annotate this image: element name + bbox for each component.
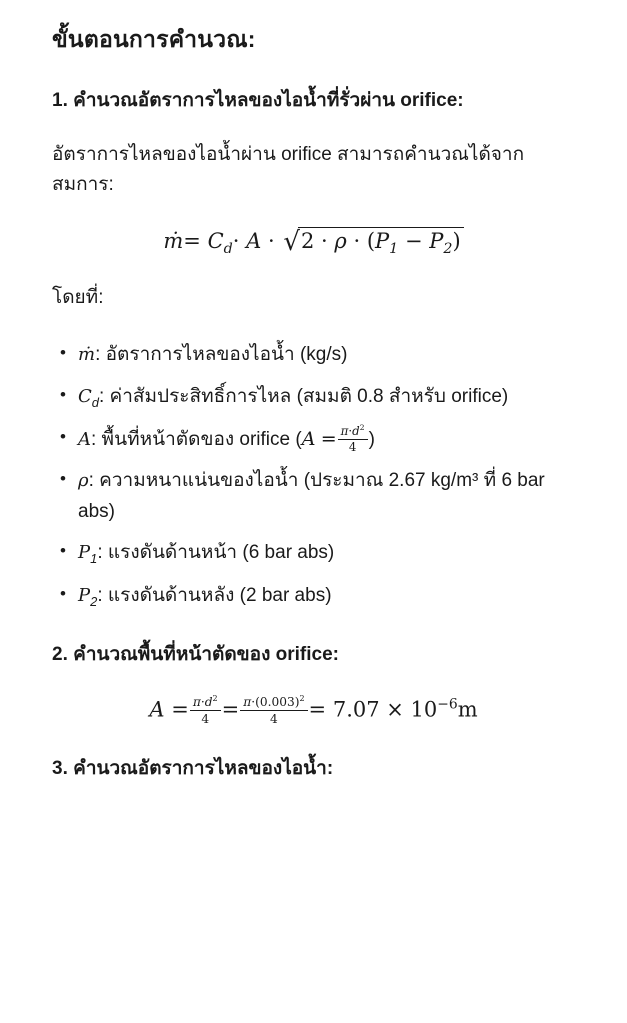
equals-sign: = bbox=[183, 229, 201, 254]
exponent-two: 2 bbox=[212, 693, 218, 703]
definition-symbol: ρ bbox=[78, 470, 89, 492]
fraction-denominator: 4 bbox=[201, 711, 210, 726]
definition-text-end: ) bbox=[368, 428, 375, 450]
inline-equals: = bbox=[320, 427, 337, 450]
fraction-denominator: 4 bbox=[270, 711, 278, 726]
d-symbol: d bbox=[352, 423, 360, 438]
section-heading-1: 1. คำนวณอัตราการไหลของไอน้ำที่รั่วผ่าน orifice: bbox=[52, 90, 464, 111]
operator-dot-4: · bbox=[353, 229, 361, 254]
equals-sign-2: = bbox=[171, 697, 189, 722]
list-item bbox=[52, 581, 575, 612]
equals-sign-4: = bbox=[308, 697, 327, 722]
dot-symbol: · bbox=[251, 694, 256, 709]
square-root bbox=[281, 227, 463, 257]
formula-mass-flow bbox=[52, 227, 575, 257]
equals-sign-3: = bbox=[221, 697, 240, 722]
minus-sign: − bbox=[404, 229, 423, 254]
pi-symbol: π bbox=[192, 694, 201, 709]
definition-symbol: C bbox=[78, 385, 92, 407]
subscript-2: 2 bbox=[443, 241, 453, 258]
inline-symbol-A: A bbox=[301, 427, 316, 450]
definition-subscript: 2 bbox=[90, 593, 98, 609]
page-title: ขั้นตอนการคำนวณ: bbox=[52, 26, 256, 52]
pi-symbol: π bbox=[243, 694, 252, 709]
radicand bbox=[298, 227, 464, 257]
section-paragraph-1: อัตราการไหลของไอน้ำผ่าน orifice สามารถคำนวณได้จากสมการ: bbox=[52, 143, 525, 196]
definition-text: : แรงดันด้านหน้า (6 bar abs) bbox=[97, 542, 335, 564]
fraction-numerator bbox=[240, 694, 307, 711]
definition-text: : ค่าสัมประสิทธิ์การไหล (สมมติ 0.8 สำหรับ orifice) bbox=[98, 385, 509, 407]
fraction-area bbox=[338, 424, 368, 455]
dot-symbol: · bbox=[200, 694, 205, 709]
definition-text: : อัตราการไหลของไอน้ำ (kg/s) bbox=[95, 344, 348, 366]
section-heading-2: 2. คำนวณพื้นที่หน้าตัดของ orifice: bbox=[52, 644, 339, 666]
symbol-rho: ρ bbox=[334, 229, 347, 254]
result-value: 7.07 × 10 bbox=[332, 697, 438, 722]
list-item bbox=[52, 382, 575, 413]
symbol-area-2: A bbox=[149, 697, 165, 722]
dot-symbol: · bbox=[348, 423, 353, 438]
symbol-area: A bbox=[246, 229, 262, 254]
list-item bbox=[52, 424, 575, 455]
definition-text: : พื้นที่หน้าตัดของ orifice ( bbox=[91, 428, 302, 450]
exponent-two: 2 bbox=[359, 422, 365, 432]
result-unit: m bbox=[457, 697, 478, 722]
pi-symbol: π bbox=[340, 423, 349, 438]
value-diameter: (0.003) bbox=[255, 694, 300, 709]
definition-symbol: P bbox=[78, 542, 91, 564]
definitions-list bbox=[52, 340, 575, 612]
formula-orifice-area bbox=[52, 694, 575, 726]
symbol-p1: P bbox=[375, 229, 390, 254]
d-symbol: d bbox=[204, 694, 213, 709]
paren-open: ( bbox=[366, 229, 376, 254]
fraction-pi-value-4 bbox=[240, 694, 307, 726]
definition-text: : ความหนาแน่นของไอน้ำ (ประมาณ 2.67 kg/m³ ที่ 6 bar abs) bbox=[78, 470, 545, 522]
exponent-two: 2 bbox=[299, 693, 305, 703]
number-two: 2 bbox=[300, 229, 315, 254]
subscript-d: d bbox=[223, 241, 233, 258]
section-heading-3: 3. คำนวณอัตราการไหลของไอน้ำ: bbox=[52, 757, 334, 779]
fraction-numerator bbox=[338, 424, 368, 440]
definition-subscript: d bbox=[91, 394, 99, 410]
subscript-1: 1 bbox=[389, 241, 399, 258]
symbol-p2: P bbox=[429, 229, 444, 254]
list-item bbox=[52, 340, 575, 370]
definition-text: : แรงดันด้านหลัง (2 bar abs) bbox=[97, 584, 332, 606]
result-exponent: −6 bbox=[437, 696, 458, 713]
operator-dot-1: · bbox=[232, 229, 240, 254]
symbol-m-dot: ṁ bbox=[163, 229, 184, 254]
operator-dot-3: · bbox=[321, 229, 328, 254]
definition-symbol: A bbox=[78, 428, 91, 450]
fraction-numerator bbox=[190, 694, 221, 711]
radical-sign: √ bbox=[283, 227, 300, 258]
where-label: โดยที่: bbox=[52, 287, 104, 309]
list-item bbox=[52, 466, 575, 527]
definition-symbol: P bbox=[78, 584, 91, 606]
operator-dot-2: · bbox=[268, 229, 275, 254]
definition-subscript: 1 bbox=[90, 550, 98, 566]
definition-symbol: ṁ bbox=[78, 344, 96, 366]
symbol-cd: C bbox=[207, 229, 224, 254]
fraction-denominator: 4 bbox=[348, 440, 357, 455]
paren-close: ) bbox=[452, 229, 461, 254]
list-item bbox=[52, 538, 575, 569]
fraction-pi-d2-4 bbox=[190, 694, 221, 726]
